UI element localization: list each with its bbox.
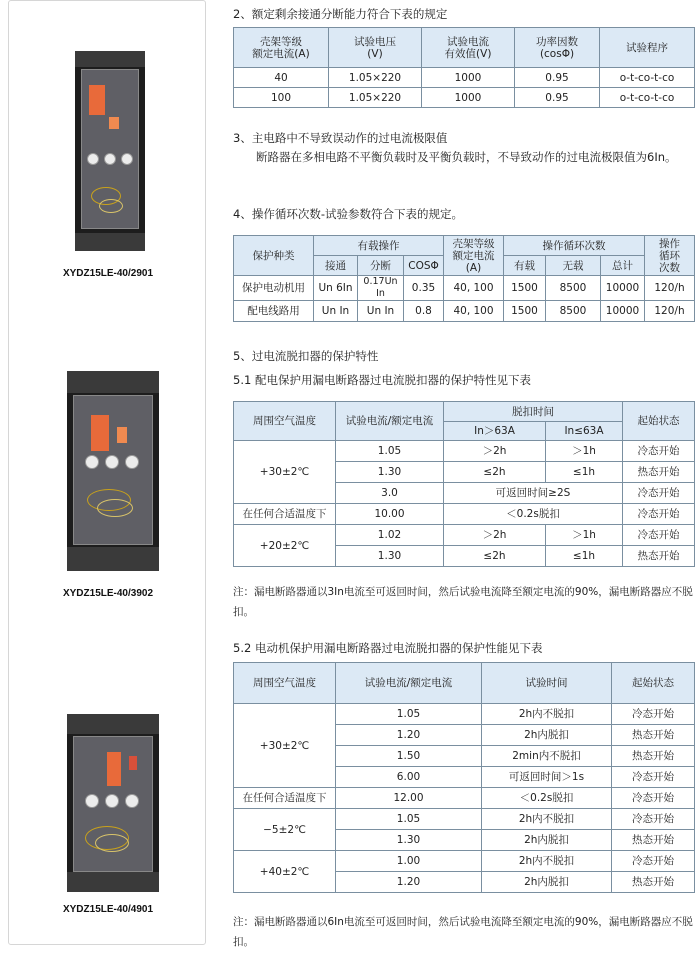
s52-header-temp: 周围空气温度: [234, 663, 336, 704]
table-cell: ＜0.2s脱扣: [482, 788, 612, 809]
table-cell: 1.05: [336, 809, 482, 830]
section3-body: 断路器在多相电路不平衡负载时及平衡负载时，不导致动作的过电流极限值为6In。: [256, 150, 677, 164]
s4-sub-make: 接通: [314, 256, 358, 276]
s4-header-cycles: 操作循环次数: [504, 236, 645, 256]
temp-cell: +20±2℃: [234, 525, 336, 567]
s4-sub-cos: COSΦ: [404, 256, 444, 276]
section2-heading: 2、额定剩余接通分断能力符合下表的规定: [233, 7, 448, 21]
table-cell: 120/h: [645, 301, 695, 322]
table-cell: ＞1h: [546, 525, 623, 546]
table-cell: 热态开始: [623, 546, 695, 567]
product-3: [9, 621, 207, 941]
table-cell: 热态开始: [612, 872, 695, 893]
s4-header-rate: 操作 循环 次数: [645, 236, 695, 276]
section52-table: [233, 662, 695, 893]
s2-header-pf: 功率因数 (cosΦ): [515, 28, 600, 68]
table-cell: 1500: [504, 301, 546, 322]
table-row: [234, 851, 695, 872]
table-cell: 8500: [546, 301, 601, 322]
table-cell: 配电线路用: [234, 301, 314, 322]
temp-cell: 在任何合适温度下: [234, 788, 336, 809]
temp-cell: 在任何合适温度下: [234, 504, 336, 525]
table-cell: 热态开始: [612, 746, 695, 767]
s4-sub-total: 总计: [601, 256, 645, 276]
table-cell: 3.0: [336, 483, 444, 504]
table-row: [234, 88, 695, 108]
table-cell: 1.02: [336, 525, 444, 546]
table-row: [234, 68, 695, 88]
table-cell: 冷态开始: [623, 441, 695, 462]
table-cell: 40: [234, 68, 329, 88]
table-cell: 1.20: [336, 872, 482, 893]
table-cell: 2h内不脱扣: [482, 809, 612, 830]
section52-note: 注：漏电断路器通以6In电流至可返回时间，然后试验电流降至额定电流的90%，漏电断路器应不脱扣。: [233, 916, 693, 948]
section5-heading: 5、过电流脱扣器的保护特性: [233, 349, 379, 363]
table-cell: ＞2h: [444, 441, 546, 462]
table-cell: 1.50: [336, 746, 482, 767]
section4-table: [233, 235, 695, 322]
section3-heading: 3、主电路中不导致误动作的过电流极限值: [233, 131, 448, 145]
product-model-2: XYDZ15LE-40/3902: [62, 588, 154, 599]
s4-header-type: 保护种类: [234, 236, 314, 276]
table-row: [234, 441, 695, 462]
table-cell: 1000: [422, 68, 515, 88]
s52-header-time: 试验时间: [482, 663, 612, 704]
table-row: [234, 504, 695, 525]
table-cell: 冷态开始: [612, 809, 695, 830]
section51-note: 注：漏电断路器通以3In电流至可返回时间，然后试验电流降至额定电流的90%，漏电断路器应不脱扣。: [233, 586, 693, 618]
table-cell: ＜0.2s脱扣: [444, 504, 623, 525]
s4-header-frame: 壳架等级 额定电流 (A): [444, 236, 504, 276]
table-cell: ≤1h: [546, 546, 623, 567]
table-cell: Un 6In: [314, 276, 358, 301]
table-row: [234, 788, 695, 809]
table-cell: o-t-co-t-co: [600, 88, 695, 108]
table-cell: 2h内脱扣: [482, 872, 612, 893]
table-cell: 1.00: [336, 851, 482, 872]
s51-header-state: 起始状态: [623, 402, 695, 441]
table-row: [234, 276, 695, 301]
s51-header-le63: In≤63A: [546, 422, 623, 441]
table-cell: 0.95: [515, 88, 600, 108]
table-row: [234, 809, 695, 830]
table-cell: 热态开始: [612, 725, 695, 746]
table-cell: ≤2h: [444, 546, 546, 567]
table-cell: 1.30: [336, 546, 444, 567]
table-cell: 热态开始: [612, 830, 695, 851]
table-cell: Un In: [358, 301, 404, 322]
s4-sub-load: 有载: [504, 256, 546, 276]
table-cell: 冷态开始: [612, 704, 695, 725]
table-cell: 1.05: [336, 704, 482, 725]
s52-header-state: 起始状态: [612, 663, 695, 704]
table-cell: 保护电动机用: [234, 276, 314, 301]
table-cell: 2h内脱扣: [482, 830, 612, 851]
section51-heading: 5.1 配电保护用漏电断路器过电流脱扣器的保护特性见下表: [233, 373, 531, 387]
table-cell: 2h内脱扣: [482, 725, 612, 746]
product-panel: [8, 0, 206, 945]
table-row: [234, 704, 695, 725]
table-cell: 1.30: [336, 830, 482, 851]
table-cell: ＞1h: [546, 441, 623, 462]
table-cell: 冷态开始: [623, 504, 695, 525]
s2-header-current: 试验电流 有效值(V): [422, 28, 515, 68]
table-cell: 冷态开始: [612, 851, 695, 872]
s51-header-gt63: In＞63A: [444, 422, 546, 441]
table-cell: 1000: [422, 88, 515, 108]
s2-header-procedure: 试验程序: [600, 28, 695, 68]
s51-header-ratio: 试验电流/额定电流: [336, 402, 444, 441]
breaker-image-3: [67, 714, 159, 892]
table-cell: 0.35: [404, 276, 444, 301]
section51-table: [233, 401, 695, 567]
table-cell: 冷态开始: [623, 483, 695, 504]
table-cell: 6.00: [336, 767, 482, 788]
table-cell: 可返回时间＞1s: [482, 767, 612, 788]
product-1: [9, 1, 207, 301]
table-cell: 8500: [546, 276, 601, 301]
table-cell: 2h内不脱扣: [482, 704, 612, 725]
product-2: [9, 301, 207, 621]
table-cell: 10000: [601, 276, 645, 301]
table-cell: 可返回时间≥2S: [444, 483, 623, 504]
s2-header-voltage: 试验电压 (V): [329, 28, 422, 68]
table-cell: 2h内不脱扣: [482, 851, 612, 872]
product-model-3: XYDZ15LE-40/4901: [62, 904, 154, 915]
table-cell: 12.00: [336, 788, 482, 809]
temp-cell: +30±2℃: [234, 704, 336, 788]
table-cell: 冷态开始: [612, 788, 695, 809]
table-cell: 0.95: [515, 68, 600, 88]
s4-sub-break: 分断: [358, 256, 404, 276]
table-cell: 2min内不脱扣: [482, 746, 612, 767]
table-cell: 100: [234, 88, 329, 108]
table-cell: 0.17Un In: [358, 276, 404, 301]
temp-cell: −5±2℃: [234, 809, 336, 851]
table-row: [234, 301, 695, 322]
table-cell: 120/h: [645, 276, 695, 301]
temp-cell: +30±2℃: [234, 441, 336, 504]
table-cell: 1.20: [336, 725, 482, 746]
s2-header-frame: 壳架等级 额定电流(A): [234, 28, 329, 68]
section4-heading: 4、操作循环次数-试验参数符合下表的规定。: [233, 207, 463, 221]
table-cell: 40, 100: [444, 276, 504, 301]
breaker-image-1: [75, 51, 145, 251]
table-cell: o-t-co-t-co: [600, 68, 695, 88]
s51-header-temp: 周围空气温度: [234, 402, 336, 441]
table-cell: 0.8: [404, 301, 444, 322]
s51-header-trip: 脱扣时间: [444, 402, 623, 422]
s52-header-ratio: 试验电流/额定电流: [336, 663, 482, 704]
table-cell: 1.05: [336, 441, 444, 462]
product-model-1: XYDZ15LE-40/2901: [62, 268, 154, 279]
table-cell: ≤2h: [444, 462, 546, 483]
table-cell: 1.30: [336, 462, 444, 483]
table-cell: 热态开始: [623, 462, 695, 483]
s4-header-make: 有载操作: [314, 236, 444, 256]
table-cell: 冷态开始: [612, 767, 695, 788]
table-cell: 1.05×220: [329, 88, 422, 108]
section2-table: [233, 27, 695, 108]
s4-sub-noload: 无载: [546, 256, 601, 276]
table-cell: Un In: [314, 301, 358, 322]
table-row: [234, 525, 695, 546]
table-cell: 1500: [504, 276, 546, 301]
table-cell: 10000: [601, 301, 645, 322]
table-cell: 40, 100: [444, 301, 504, 322]
section52-heading: 5.2 电动机保护用漏电断路器过电流脱扣器的保护性能见下表: [233, 641, 543, 655]
breaker-image-2: [67, 371, 159, 571]
temp-cell: +40±2℃: [234, 851, 336, 893]
table-cell: 冷态开始: [623, 525, 695, 546]
table-cell: ≤1h: [546, 462, 623, 483]
table-cell: 1.05×220: [329, 68, 422, 88]
table-cell: ＞2h: [444, 525, 546, 546]
table-cell: 10.00: [336, 504, 444, 525]
